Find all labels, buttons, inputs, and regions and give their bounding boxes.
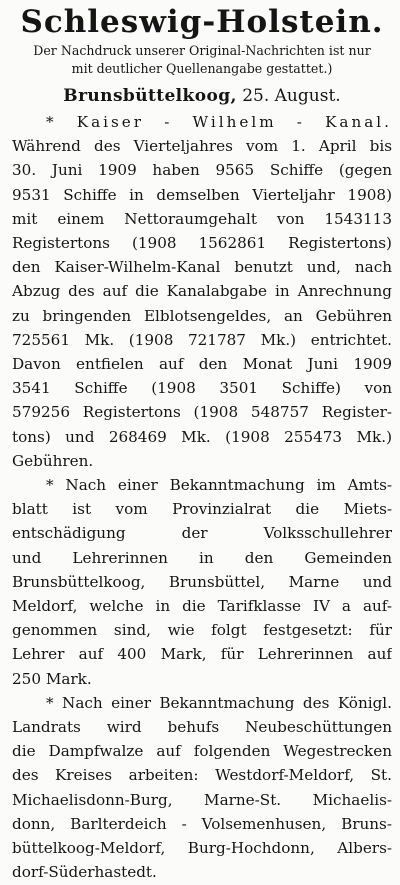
section-title: Schleswig-Holstein. [20,4,384,40]
notice-line: Der Nachdruck unserer Original-Nachrichten ist nur [33,43,371,58]
article-line: * Nach einer Bekanntmachung im Amts- [46,476,392,495]
article-line: 725561 Mk. (1908 721787 Mk.) entrichtet. [12,330,392,349]
article-line: 579256 Registertons (1908 548757 Register- [12,403,392,422]
dateline-date: 25. August. [242,86,341,106]
article-line: mit einem Nettoraumgehalt von 1543113 [12,209,392,228]
article-line: 9531 Schiffe in demselben Vierteljahr 1908) [12,185,392,204]
article-line: die Dampfwalze auf folgenden Wegestrecken [12,742,392,761]
article-line: 30. Juni 1909 haben 9565 Schiffe (gegen [12,161,392,180]
article-line: * Nach einer Bekanntmachung des Königl. [46,693,392,712]
article-line: genommen sind, wie folgt festgesetzt: für [12,621,392,640]
article-mietsentschaedigung [12,473,392,691]
article-dampfwalze [12,691,392,885]
article-line: Landrats wird behufs Neubeschüttungen [12,718,392,737]
article-line: entschädigung der Volksschullehrer [12,524,392,543]
article-line: 3541 Schiffe (1908 3501 Schiffe) von [12,379,392,398]
article-line: Michaelisdonn-Burg, Marne-St. Michaelis- [12,790,392,809]
article-line: Gebühren. [12,451,94,470]
article-line: und Lehrerinnen in den Gemeinden [12,548,392,567]
article-line: dorf-Süderhastedt. [12,863,157,882]
article-line: blatt ist vom Provinzialrat die Miets- [12,500,392,519]
article-line: Meldorf, welche in die Tarifklasse IV a auf- [12,597,392,616]
article-kaiser-wilhelm-kanal [12,110,392,473]
article-line: Davon entfielen auf den Monat Juni 1909 [12,355,392,374]
article-heading: * Kaiser - Wilhelm - Kanal. [46,113,392,131]
article-line: Während des Vierteljahres vom 1. April bis [12,137,392,156]
article-line: donn, Barlterdeich - Volsemenhusen, Bruns- [12,814,392,833]
dateline [12,84,392,108]
article-line: 250 Mark. [12,669,92,688]
article-line: tons) und 268469 Mk. (1908 255473 Mk.) [12,427,392,446]
reprint-notice [12,42,392,78]
article-line: Lehrer auf 400 Mark, für Lehrerinnen auf [12,645,392,664]
article-line: büttelkoog-Meldorf, Burg-Hochdonn, Albers- [12,839,392,858]
article-line: den Kaiser-Wilhelm-Kanal benutzt und, nach [12,258,392,277]
article-line: des Kreises arbeiten: Westdorf-Meldorf, St. [12,766,392,785]
notice-line: mit deutlicher Quellenangabe gestattet.) [71,61,333,76]
article-line: Brunsbüttelkoog, Brunsbüttel, Marne und [12,572,392,591]
article-line: zu bringenden Elblotsengeldes, an Gebühren [12,306,392,325]
article-line: Registertons (1908 1562861 Registertons) [12,234,392,253]
dateline-place: Brunsbüttelkoog, [63,86,237,106]
article-line: Abzug des auf die Kanalabgabe in Anrechnung [12,282,392,301]
